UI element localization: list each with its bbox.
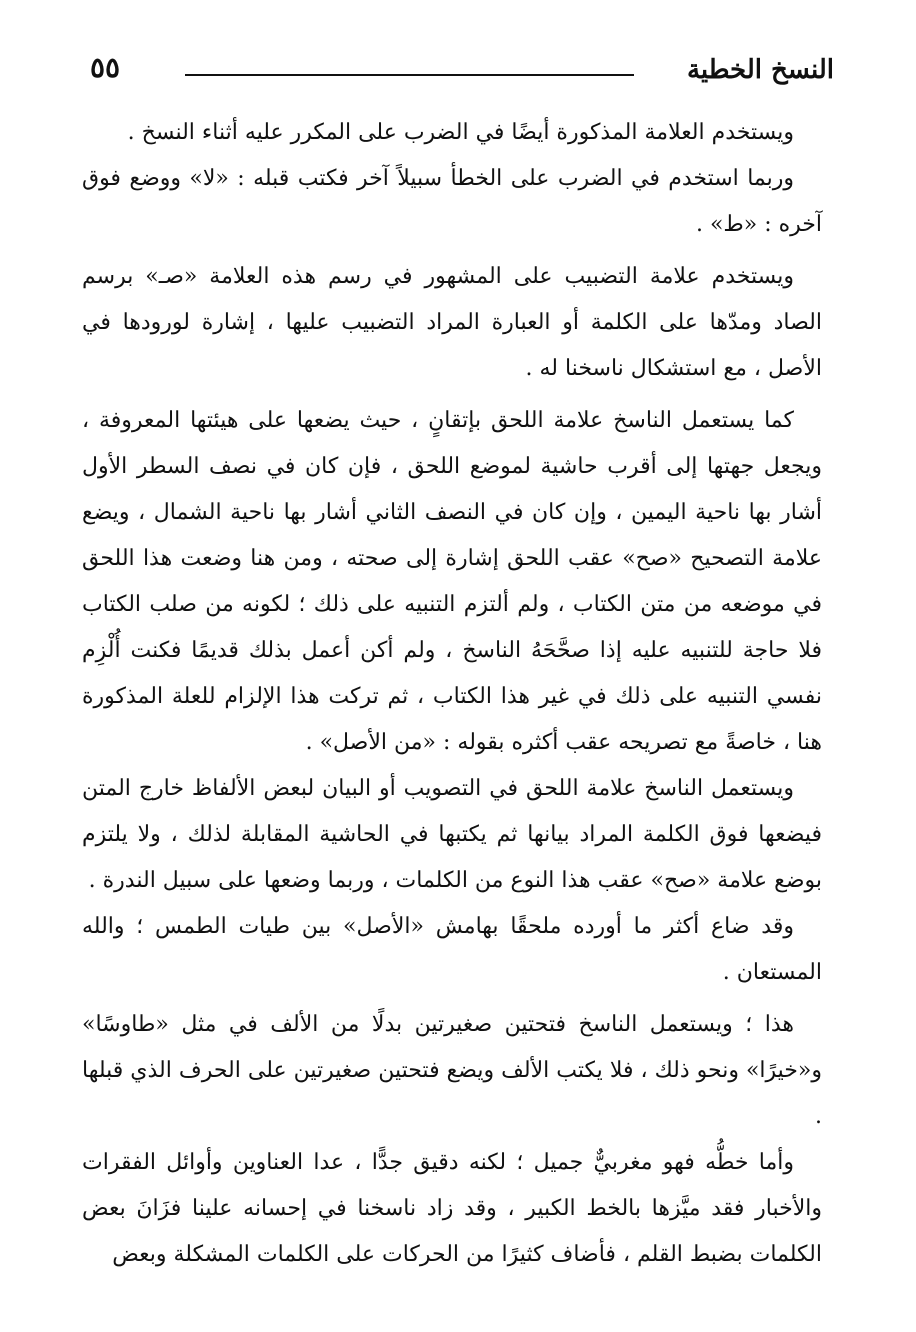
header-rule [185, 74, 634, 76]
paragraph: هذا ؛ ويستعمل الناسخ فتحتين صغيرتين بدلًا من الألف في مثل «طاوسًا» و«خيرًا» ونحو ذلك ، فلا يكتب الألف ويضع فتحتين صغيرتين على الحرف الذي قبلها . [82, 1012, 822, 1129]
running-title: النسخ الخطية [686, 55, 834, 85]
paragraph: وأما خطُّه فهو مغربيٌّ جميل ؛ لكنه دقيق جدًّا ، عدا العناوين وأوائل الفقرات والأخبار فقد ميَّزها بالخط الكبير ، وقد زاد ناسخنا في إحسانه علينا فزَانَ بعض الكلمات بضبط القلم ، فأضاف كثيرًا من الحركات على الكلمات المشكلة وبعض [82, 1150, 822, 1267]
paragraph: وربما استخدم في الضرب على الخطأ سبيلاً آخر فكتب قبله : «لا» ووضع فوق آخره : «ط» . [82, 166, 822, 237]
paragraph: ويستخدم العلامة المذكورة أيضًا في الضرب على المكرر عليه أثناء النسخ . [127, 120, 794, 145]
body-text [82, 110, 822, 1278]
paragraph: ويستخدم علامة التضبيب على المشهور في رسم هذه العلامة «صـ» برسم الصاد ومدّها على الكلمة أو العبارة المراد التضبيب عليها ، إشارة لورودها في الأصل ، مع استشكال ناسخنا له . [82, 264, 822, 381]
page-header [90, 48, 834, 92]
paragraph: ويستعمل الناسخ علامة اللحق في التصويب أو البيان لبعض الألفاظ خارج المتن فيضعها فوق الكلمة المراد بيانها ثم يكتبها في الحاشية المقابلة لذلك ، ولا يلتزم بوضع علامة «صح» عقب هذا النوع من الكلمات ، وربما وضعها على سبيل الندرة . [82, 776, 822, 893]
page-number: ٥٥ [90, 51, 121, 84]
paragraph: وقد ضاع أكثر ما أورده ملحقًا بهامش «الأصل» بين طيات الطمس ؛ والله المستعان . [82, 914, 822, 985]
paragraph: كما يستعمل الناسخ علامة اللحق بإتقانٍ ، حيث يضعها على هيئتها المعروفة ، ويجعل جهتها إلى أقرب حاشية لموضع اللحق ، فإن كان في نصف السطر الأول أشار بها ناحية اليمين ، وإن كان في النصف الثاني أشار بها ناحية الشمال ، ويضع علامة التصحيح «صح» عقب اللحق إشارة إلى صحته ، ومن هنا وضعت هذا اللحق في موضعه من متن الكتاب ، ولم ألتزم التنبيه على ذلك ؛ لكونه من صلب الكتاب فلا حاجة للتنبيه عليه إذا صحَّحَهُ الناسخ ، ولم أكن أعمل بذلك قديمًا فكنت أُلْزِم نفسي التنبيه على ذلك في غير هذا الكتاب ، ثم تركت هذا الإلزام للعلة المذكورة هنا ، خاصةً مع تصريحه عقب أكثره بقوله : «من الأصل» . [82, 408, 822, 755]
